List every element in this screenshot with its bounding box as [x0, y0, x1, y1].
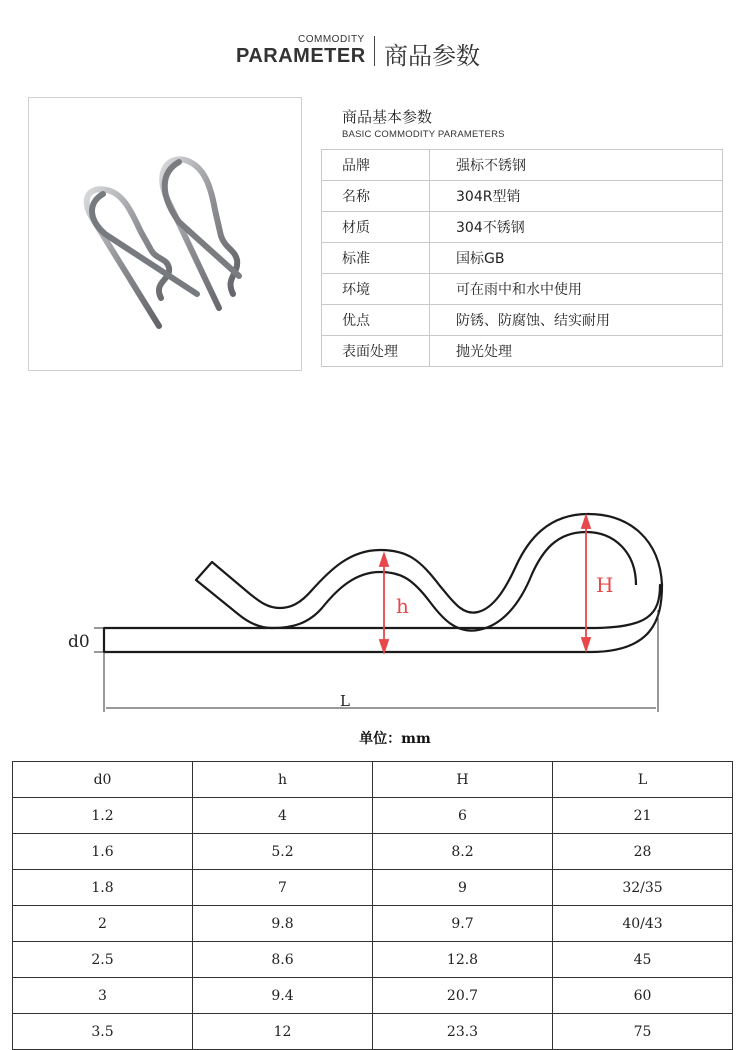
param-key: 标准	[322, 243, 430, 274]
table-row	[13, 798, 733, 834]
table-cell: 12	[193, 1014, 373, 1050]
table-cell: 12.8	[373, 942, 553, 978]
table-cell: 4	[193, 798, 373, 834]
left-pin-shape	[87, 189, 170, 326]
table-cell: 5.2	[193, 834, 373, 870]
table-cell: 3.5	[13, 1014, 193, 1050]
column-header: L	[553, 762, 733, 798]
table-cell: 9.7	[373, 906, 553, 942]
param-value: 国标GB	[430, 243, 723, 274]
param-key: 材质	[322, 212, 430, 243]
table-row	[322, 212, 723, 243]
header-title-cn: 商品参数	[384, 42, 480, 70]
label-H: H	[596, 573, 614, 597]
table-cell: 40/43	[553, 906, 733, 942]
basic-params-subtitle: BASIC COMMODITY PARAMETERS	[342, 129, 505, 140]
table-cell: 9	[373, 870, 553, 906]
table-row	[13, 834, 733, 870]
table-row	[13, 870, 733, 906]
table-row	[13, 942, 733, 978]
basic-params-table	[321, 149, 723, 367]
table-row	[13, 906, 733, 942]
table-cell: 7	[193, 870, 373, 906]
label-d0: d0	[68, 632, 90, 652]
table-cell: 1.6	[13, 834, 193, 870]
param-value: 可在雨中和水中使用	[430, 274, 723, 305]
table-row	[322, 305, 723, 336]
table-cell: 28	[553, 834, 733, 870]
table-cell: 2	[13, 906, 193, 942]
diagram-bent-tail	[196, 562, 280, 628]
param-key: 优点	[322, 305, 430, 336]
table-row	[322, 150, 723, 181]
table-cell: 32/35	[553, 870, 733, 906]
r-pin-diagram	[0, 500, 750, 725]
table-cell: 9.4	[193, 978, 373, 1014]
table-row	[322, 336, 723, 367]
param-value: 304R型销	[430, 181, 723, 212]
table-cell: 9.8	[193, 906, 373, 942]
table-cell: 8.6	[193, 942, 373, 978]
diagram-svg	[0, 500, 750, 725]
param-key: 表面处理	[322, 336, 430, 367]
table-cell: 20.7	[373, 978, 553, 1014]
table-cell: 6	[373, 798, 553, 834]
right-pin-shape	[162, 159, 237, 308]
table-row	[322, 181, 723, 212]
unit-label: 单位：mm	[359, 731, 431, 747]
column-header: h	[193, 762, 373, 798]
table-cell: 23.3	[373, 1014, 553, 1050]
table-row	[13, 978, 733, 1014]
param-value: 强标不锈钢	[430, 150, 723, 181]
header-divider	[374, 36, 375, 66]
table-header-row	[13, 762, 733, 798]
header-parameter-text: PARAMETER	[236, 45, 366, 67]
table-cell: 21	[553, 798, 733, 834]
basic-params-title: 商品基本参数	[342, 108, 433, 126]
table-cell: 45	[553, 942, 733, 978]
param-value: 304不锈钢	[430, 212, 723, 243]
table-row	[322, 243, 723, 274]
table-cell: 1.2	[13, 798, 193, 834]
column-header: H	[373, 762, 553, 798]
table-cell: 3	[13, 978, 193, 1014]
param-key: 品牌	[322, 150, 430, 181]
param-key: 名称	[322, 181, 430, 212]
table-row	[13, 1014, 733, 1050]
diagram-loop-outer	[280, 514, 662, 613]
table-cell: 8.2	[373, 834, 553, 870]
product-photo	[28, 97, 302, 371]
section-header	[0, 0, 750, 80]
table-cell: 2.5	[13, 942, 193, 978]
param-value: 抛光处理	[430, 336, 723, 367]
param-value: 防锈、防腐蚀、结实耐用	[430, 305, 723, 336]
label-h: h	[396, 594, 409, 618]
label-L: L	[340, 692, 350, 710]
table-row	[322, 274, 723, 305]
table-cell: 75	[553, 1014, 733, 1050]
column-header: d0	[13, 762, 193, 798]
size-table	[12, 761, 733, 1050]
table-cell: 60	[553, 978, 733, 1014]
param-key: 环境	[322, 274, 430, 305]
header-commodity-text: COMMODITY	[298, 34, 365, 45]
r-pin-image	[29, 98, 301, 370]
table-cell: 1.8	[13, 870, 193, 906]
diagram-loop-inner	[272, 532, 636, 631]
